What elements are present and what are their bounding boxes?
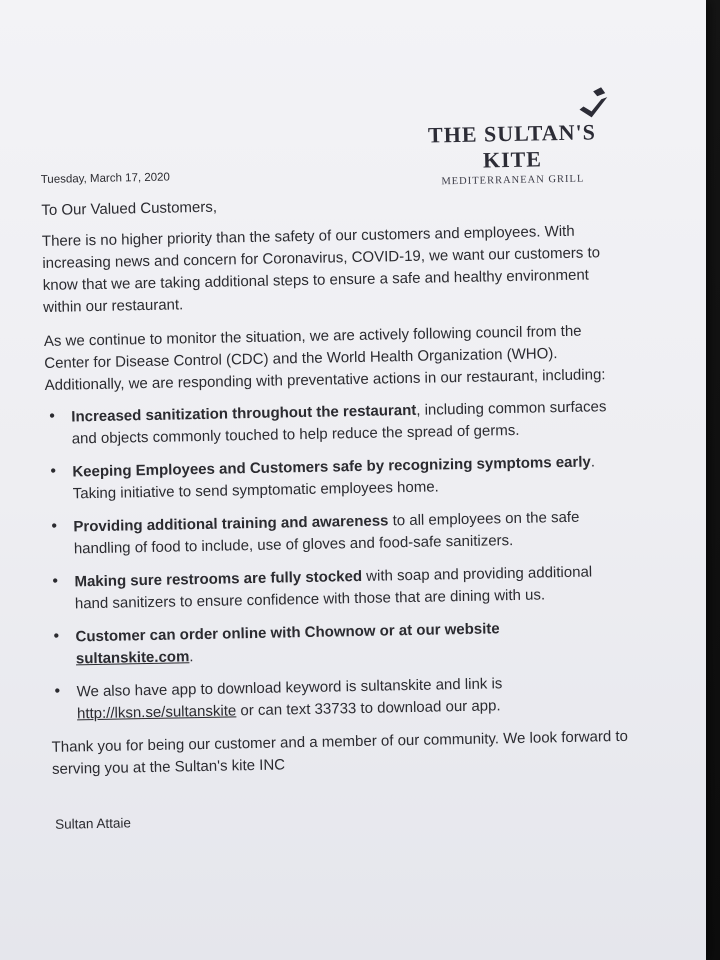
bullet-bold: Making sure restrooms are fully stocked bbox=[74, 567, 363, 591]
monitoring-paragraph: As we continue to monitor the situation, we are actively following council from the Center for Disease Control (CDC) and the World Health Organization (WHO). Additionally, we are responding with preventative actions in our restaurant, including: bbox=[43, 322, 606, 394]
bullet-text: . bbox=[189, 648, 194, 666]
logo-subtitle: MEDITERRANEAN GRILL bbox=[441, 173, 585, 188]
bullet-icon: • bbox=[54, 682, 61, 700]
bullet-text: to all employees on the safe handling of food to include, use of gloves and food-safe sanitizers. bbox=[73, 508, 580, 558]
logo-name: THE SULTAN'S KITE bbox=[427, 119, 597, 173]
kite-logo-icon bbox=[573, 87, 614, 120]
bullet-text: or can text 33733 to download our app. bbox=[236, 697, 501, 720]
intro-paragraph: There is no higher priority than the safety of our customers and employees. With increasing news and concern for Coronavirus, COVID-19, we want our customers to know that we are taking additional steps to ensure a safe and healthy environment within our restaurant. bbox=[41, 222, 601, 316]
actions-list bbox=[45, 396, 631, 726]
list-item bbox=[54, 671, 631, 726]
list-item bbox=[53, 616, 630, 671]
signature: Sultan Attaie bbox=[54, 815, 132, 832]
bullet-bold: Providing additional training and awareness bbox=[73, 512, 389, 536]
list-item bbox=[50, 451, 627, 506]
list-item bbox=[52, 561, 629, 616]
app-link[interactable]: http://lksn.se/sultanskite bbox=[76, 702, 237, 723]
bullet-icon: • bbox=[53, 627, 60, 645]
website-link[interactable]: sultanskite.com bbox=[75, 648, 190, 668]
bullet-icon: • bbox=[49, 407, 56, 425]
restaurant-logo bbox=[402, 107, 623, 188]
bullet-text: . Taking initiative to send symptomatic employees home. bbox=[72, 453, 596, 503]
bullet-text: , including common surfaces and objects commonly touched to help reduce the spread of germs. bbox=[71, 398, 607, 448]
bullet-text: with soap and providing additional hand sanitizers to ensure confidence with those that are dining with us. bbox=[74, 563, 593, 613]
bullet-bold: Keeping Employees and Customers safe by recognizing symptoms early bbox=[72, 453, 591, 481]
letter-content bbox=[40, 119, 633, 832]
closing-paragraph: Thank you for being our customer and a member of our community. We look forward to serving you at the Sultan's kite INC bbox=[51, 727, 629, 778]
bullet-icon: • bbox=[51, 517, 58, 535]
bullet-text: We also have app to download keyword is sultanskite and link is bbox=[76, 675, 503, 701]
bullet-icon: • bbox=[50, 462, 57, 480]
letter-date: Tuesday, March 17, 2020 bbox=[40, 171, 170, 186]
list-item bbox=[49, 396, 626, 451]
bullet-bold: Increased sanitization throughout the restaurant bbox=[71, 401, 417, 426]
list-item bbox=[51, 506, 628, 561]
greeting: To Our Valued Customers, bbox=[41, 198, 218, 219]
bullet-icon: • bbox=[52, 572, 59, 590]
bullet-bold: Customer can order online with Chownow or at our website bbox=[75, 620, 500, 646]
